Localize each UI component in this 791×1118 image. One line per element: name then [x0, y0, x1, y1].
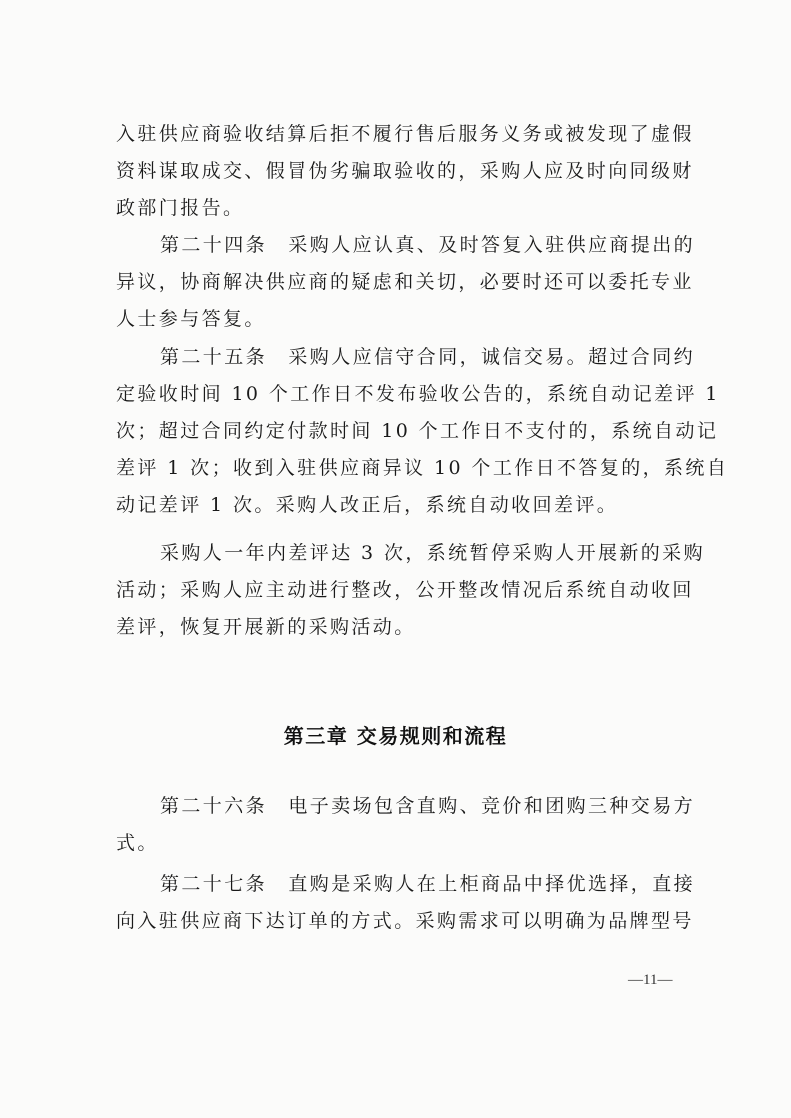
- text-line: 资料谋取成交、假冒伪劣骗取验收的，采购人应及时向同级财: [116, 160, 694, 182]
- text-line: 式。: [116, 832, 159, 854]
- text-line: 向入驻供应商下达订单的方式。采购需求可以明确为品牌型号: [116, 910, 694, 932]
- page-number: —11—: [628, 972, 673, 988]
- text-line: 差评 1 次；收到入驻供应商异议 10 个工作日不答复的，系统自: [116, 457, 729, 479]
- text-line: 活动；采购人应主动进行整改，公开整改情况后系统自动收回: [116, 579, 694, 601]
- text-line: 第二十五条 采购人应信守合同，诚信交易。超过合同约: [160, 346, 696, 368]
- text-line: 采购人一年内差评达 3 次，系统暂停采购人开展新的采购: [160, 542, 705, 564]
- text-line: 次；超过合同约定付款时间 10 个工作日不支付的，系统自动记: [116, 420, 719, 442]
- text-line: 第二十四条 采购人应认真、及时答复入驻供应商提出的: [160, 234, 696, 256]
- text-line: 第二十六条 电子卖场包含直购、竞价和团购三种交易方: [160, 795, 696, 817]
- text-line: 政部门报告。: [116, 197, 245, 219]
- paragraph-article-27: [116, 866, 696, 940]
- text-line: 差评，恢复开展新的采购活动。: [116, 616, 416, 638]
- text-line: 异议，协商解决供应商的疑虑和关切，必要时还可以委托专业: [116, 271, 694, 293]
- text-line: 入驻供应商验收结算后拒不履行售后服务义务或被发现了虚假: [116, 123, 694, 145]
- paragraph-supplier-report: [116, 116, 696, 227]
- text-line: 第二十七条 直购是采购人在上柜商品中择优选择，直接: [160, 873, 696, 895]
- paragraph-article-25: [116, 339, 729, 524]
- text-line: 定验收时间 10 个工作日不发布验收公告的，系统自动记差评 1: [116, 383, 720, 405]
- paragraph-article-24: [116, 227, 696, 338]
- text-line: 人士参与答复。: [116, 308, 266, 330]
- chapter-heading: 第三章 交易规则和流程: [283, 724, 508, 748]
- paragraph-negative-reviews: [116, 535, 705, 646]
- paragraph-article-26: [116, 788, 696, 862]
- text-line: 动记差评 1 次。采购人改正后，系统自动收回差评。: [116, 494, 619, 516]
